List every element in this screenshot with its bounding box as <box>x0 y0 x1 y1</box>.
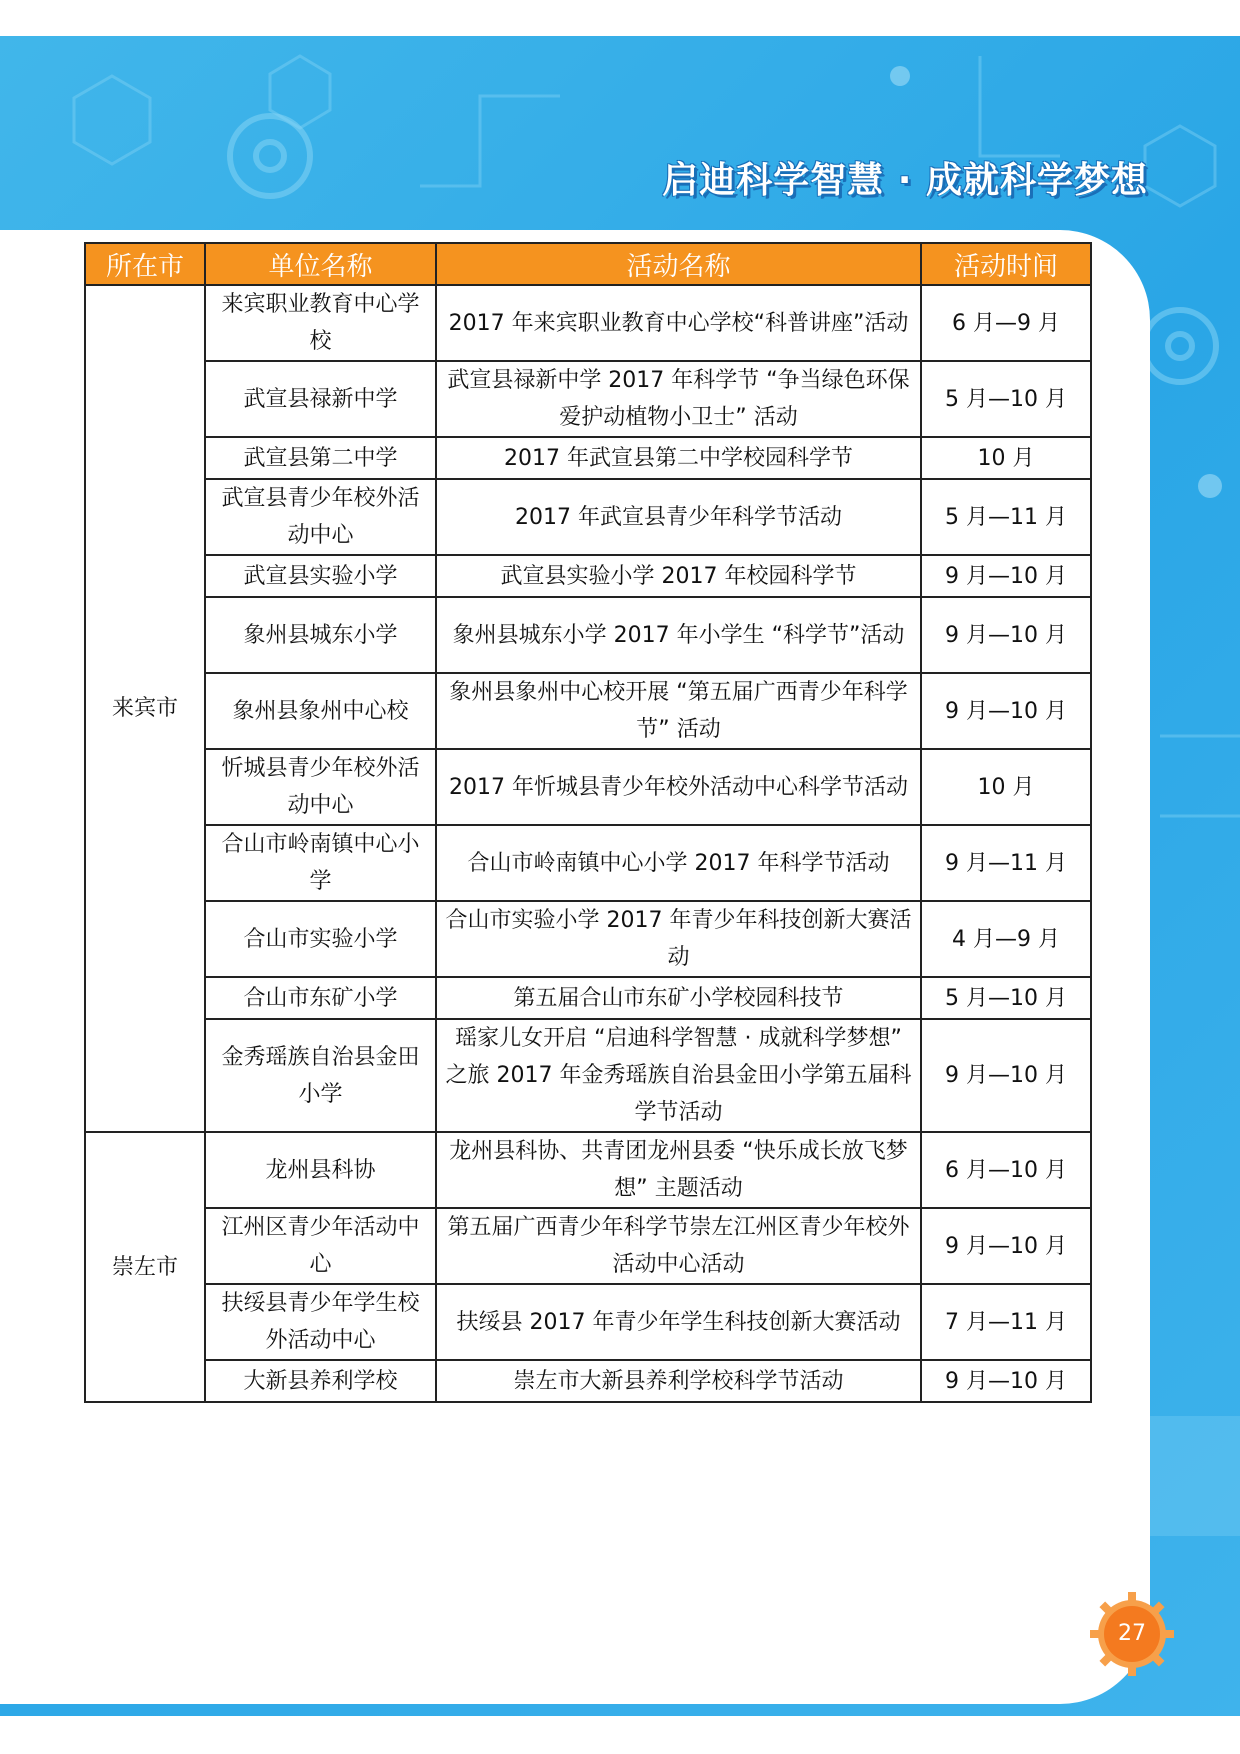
cell-time: 4 月—9 月 <box>921 901 1091 977</box>
gear-icon <box>230 116 310 196</box>
cell-unit: 武宣县禄新中学 <box>205 361 436 437</box>
table-row <box>85 1208 1091 1284</box>
cell-activity: 龙州县科协、共青团龙州县委 “快乐成长放飞梦想” 主题活动 <box>436 1132 921 1208</box>
cell-activity: 2017 年武宣县第二中学校园科学节 <box>436 437 921 479</box>
table-row <box>85 285 1091 361</box>
table-row <box>85 479 1091 555</box>
table-row <box>85 555 1091 597</box>
header-slogan: 启迪科学智慧 · 成就科学梦想 <box>662 160 1148 201</box>
cell-activity: 崇左市大新县养利学校科学节活动 <box>436 1360 921 1402</box>
cell-time: 7 月—11 月 <box>921 1284 1091 1360</box>
page-number-badge <box>1088 1590 1176 1678</box>
cell-unit: 大新县养利学校 <box>205 1360 436 1402</box>
cell-time: 5 月—10 月 <box>921 361 1091 437</box>
table-row <box>85 361 1091 437</box>
cell-time: 9 月—11 月 <box>921 825 1091 901</box>
cell-unit: 合山市实验小学 <box>205 901 436 977</box>
cell-time: 5 月—11 月 <box>921 479 1091 555</box>
gear-icon <box>1144 310 1216 382</box>
table-row <box>85 437 1091 479</box>
cell-time: 6 月—9 月 <box>921 285 1091 361</box>
column-header-unit: 单位名称 <box>205 243 436 285</box>
cell-activity: 象州县城东小学 2017 年小学生 “科学节”活动 <box>436 597 921 673</box>
cell-time: 6 月—10 月 <box>921 1132 1091 1208</box>
cell-unit: 金秀瑶族自治县金田小学 <box>205 1019 436 1132</box>
cell-unit: 武宣县第二中学 <box>205 437 436 479</box>
page-number: 27 <box>1104 1606 1160 1662</box>
cell-unit: 武宣县青少年校外活动中心 <box>205 479 436 555</box>
cell-activity: 合山市岭南镇中心小学 2017 年科学节活动 <box>436 825 921 901</box>
cell-time: 9 月—10 月 <box>921 555 1091 597</box>
table-row <box>85 1360 1091 1402</box>
cell-city: 来宾市 <box>85 285 205 1132</box>
table-row <box>85 1019 1091 1132</box>
table-header-row <box>85 243 1091 285</box>
cell-time: 9 月—10 月 <box>921 1208 1091 1284</box>
table-row <box>85 977 1091 1019</box>
cell-activity: 2017 年武宣县青少年科学节活动 <box>436 479 921 555</box>
table-row <box>85 1132 1091 1208</box>
cell-unit: 扶绥县青少年学生校外活动中心 <box>205 1284 436 1360</box>
cell-city: 崇左市 <box>85 1132 205 1402</box>
cell-time: 10 月 <box>921 749 1091 825</box>
cell-activity: 第五届合山市东矿小学校园科技节 <box>436 977 921 1019</box>
table-row <box>85 597 1091 673</box>
cell-unit: 忻城县青少年校外活动中心 <box>205 749 436 825</box>
cell-time: 5 月—10 月 <box>921 977 1091 1019</box>
cell-activity: 象州县象州中心校开展 “第五届广西青少年科学节” 活动 <box>436 673 921 749</box>
column-header-activity: 活动名称 <box>436 243 921 285</box>
cell-unit: 武宣县实验小学 <box>205 555 436 597</box>
cell-activity: 武宣县实验小学 2017 年校园科学节 <box>436 555 921 597</box>
cell-activity: 2017 年来宾职业教育中心学校“科普讲座”活动 <box>436 285 921 361</box>
cell-activity: 扶绥县 2017 年青少年学生科技创新大赛活动 <box>436 1284 921 1360</box>
cell-activity: 瑶家儿女开启 “启迪科学智慧 · 成就科学梦想” 之旅 2017 年金秀瑶族自治县金田小学第五届科学节活动 <box>436 1019 921 1132</box>
table-row <box>85 825 1091 901</box>
table-row <box>85 1284 1091 1360</box>
cell-unit: 江州区青少年活动中心 <box>205 1208 436 1284</box>
cell-unit: 象州县城东小学 <box>205 597 436 673</box>
cell-time: 9 月—10 月 <box>921 597 1091 673</box>
cell-time: 10 月 <box>921 437 1091 479</box>
table-row <box>85 673 1091 749</box>
table-row <box>85 901 1091 977</box>
cell-activity: 2017 年忻城县青少年校外活动中心科学节活动 <box>436 749 921 825</box>
table-body <box>85 285 1091 1402</box>
column-header-city: 所在市 <box>85 243 205 285</box>
cell-unit: 象州县象州中心校 <box>205 673 436 749</box>
hexagon-icon <box>1145 126 1215 206</box>
column-header-time: 活动时间 <box>921 243 1091 285</box>
cell-time: 9 月—10 月 <box>921 1360 1091 1402</box>
cell-time: 9 月—10 月 <box>921 673 1091 749</box>
cell-unit: 合山市东矿小学 <box>205 977 436 1019</box>
cell-unit: 合山市岭南镇中心小学 <box>205 825 436 901</box>
cell-activity: 武宣县禄新中学 2017 年科学节 “争当绿色环保爱护动植物小卫士” 活动 <box>436 361 921 437</box>
hexagon-icon <box>74 76 150 164</box>
cell-time: 9 月—10 月 <box>921 1019 1091 1132</box>
events-table <box>84 242 1092 1403</box>
cell-activity: 第五届广西青少年科学节崇左江州区青少年校外活动中心活动 <box>436 1208 921 1284</box>
cell-activity: 合山市实验小学 2017 年青少年科技创新大赛活动 <box>436 901 921 977</box>
table-row <box>85 749 1091 825</box>
cell-unit: 龙州县科协 <box>205 1132 436 1208</box>
cell-unit: 来宾职业教育中心学校 <box>205 285 436 361</box>
